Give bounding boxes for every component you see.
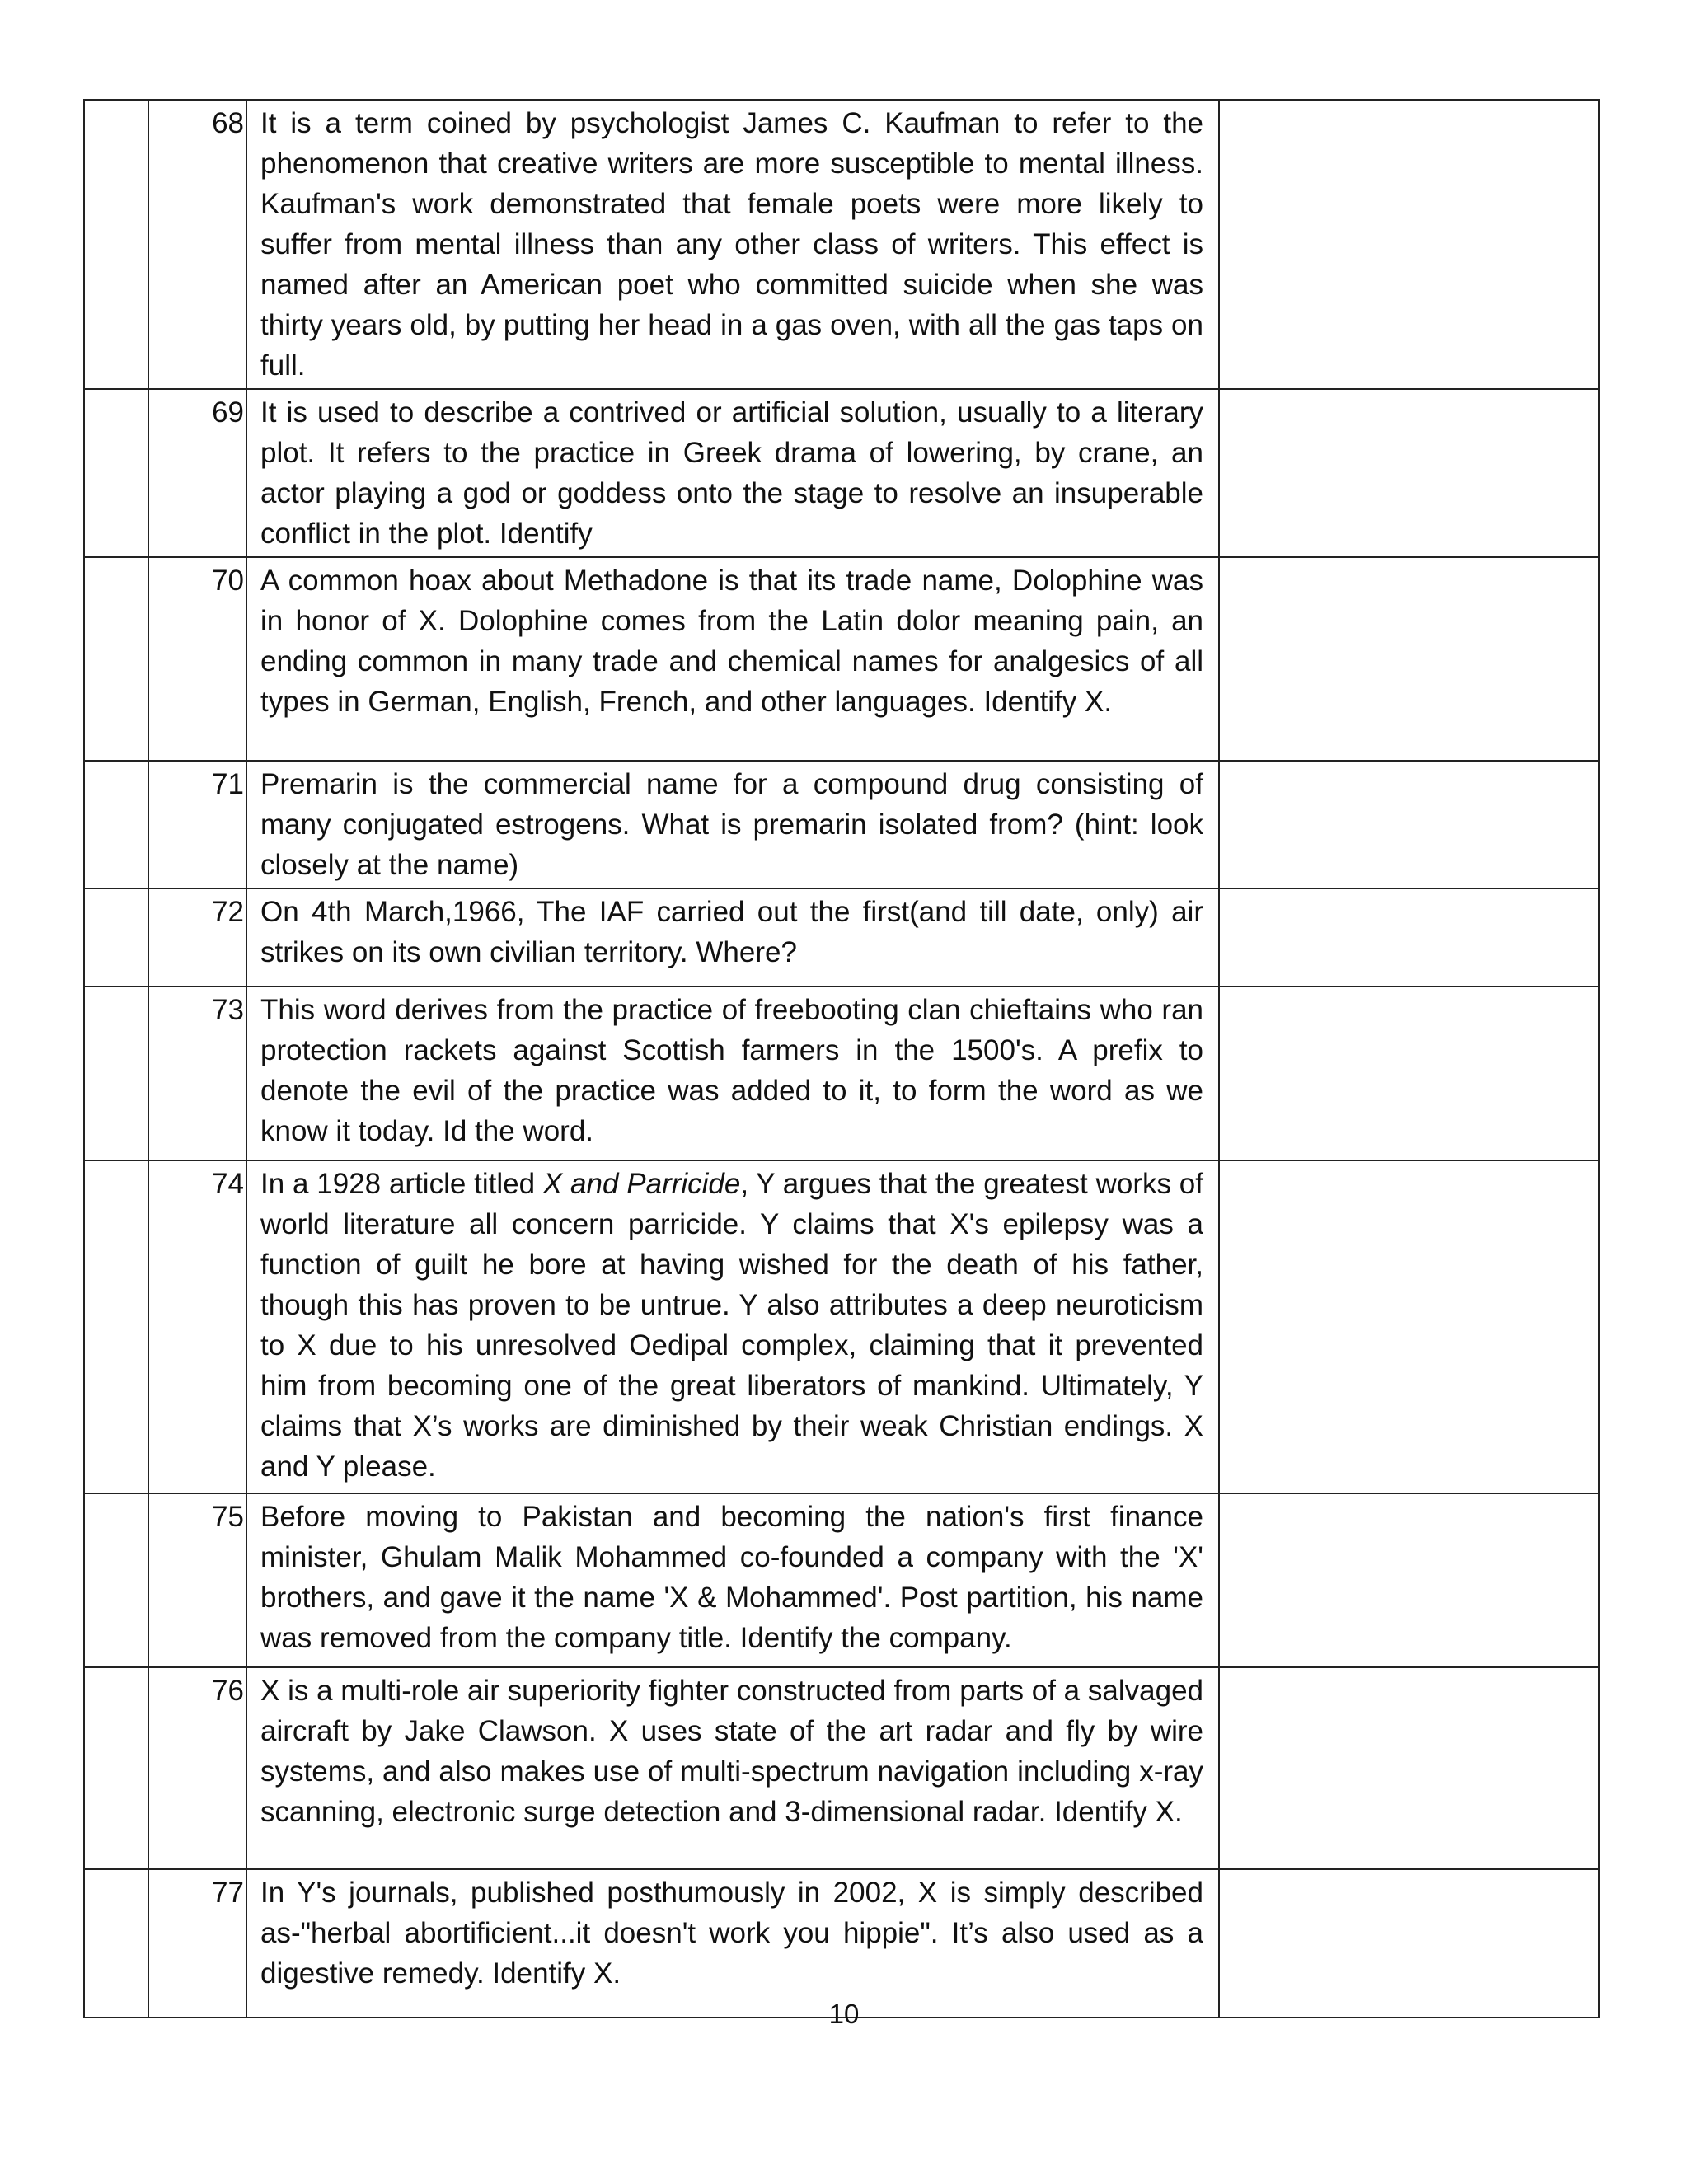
question-cell [246, 557, 1219, 761]
answer-cell[interactable] [1219, 1869, 1599, 2018]
blank-cell [84, 888, 148, 987]
question-cell [246, 1493, 1219, 1667]
question-number-cell [148, 761, 246, 888]
question-number-cell [148, 1869, 246, 2018]
question-row [84, 557, 1599, 761]
question-cell [246, 1160, 1219, 1493]
question-number-cell [148, 1667, 246, 1869]
article-title: X and Parricide [542, 1168, 741, 1200]
answer-cell[interactable] [1219, 761, 1599, 888]
question-row [84, 389, 1599, 557]
question-number: 71 [212, 768, 244, 800]
question-cell [246, 1869, 1219, 2018]
blank-cell [84, 761, 148, 888]
blank-cell [84, 987, 148, 1160]
question-number-cell [148, 888, 246, 987]
question-text: On 4th March,1966, The IAF carried out the first(and till date, only) air strikes on its own civilian territory. Where? [260, 896, 1203, 968]
question-number: 69 [212, 396, 244, 429]
question-number: 72 [212, 896, 244, 928]
question-text: A common hoax about Methadone is that its trade name, Dolophine was in honor of X. Dolophine comes from the Latin dolor meaning pain, an ending common in many trade and chemical names for analgesics of all types in German, English, French, and other languages. Identify X. [260, 565, 1203, 718]
question-number-cell [148, 987, 246, 1160]
question-text [247, 1161, 1218, 1489]
question-cell [246, 1667, 1219, 1869]
question-number-cell [148, 557, 246, 761]
blank-cell [84, 1667, 148, 1869]
answer-cell[interactable] [1219, 389, 1599, 557]
question-cell [246, 761, 1219, 888]
blank-cell [84, 557, 148, 761]
question-number-cell [148, 389, 246, 557]
question-cell [246, 389, 1219, 557]
page-number: 10 [828, 1999, 860, 2029]
question-text: In Y's journals, published posthumously in 2002, X is simply described as-"herbal abortificient...it doesn't work you hippie". It’s also used as a digestive remedy. Identify X. [260, 1877, 1203, 1990]
question-cell [246, 987, 1219, 1160]
question-number: 73 [212, 994, 244, 1026]
question-row [84, 1667, 1599, 1869]
question-text: Before moving to Pakistan and becoming the nation's first finance minister, Ghulam Malik Mohammed co-founded a company with the 'X' brothers, and gave it the name 'X & Mohammed'. Post partition, his name was removed from the company title. Identify the company. [260, 1501, 1203, 1654]
blank-cell [84, 1160, 148, 1493]
question-number-cell [148, 100, 246, 389]
question-number-cell [148, 1493, 246, 1667]
question-number: 74 [212, 1168, 244, 1200]
question-row [84, 987, 1599, 1160]
question-number: 75 [212, 1501, 244, 1533]
question-number: 77 [212, 1877, 244, 1909]
blank-cell [84, 1869, 148, 2018]
question-text-body: , Y argues that the greatest works of world literature all concern parricide. Y claims that X's epilepsy was a function of guilt he bore at having wished for the death of his father, though this has proven to be untrue. Y also attributes a deep neuroticism to X due to his unresolved Oedipal complex, claiming that it prevented him from becoming one of the great liberators of mankind. Ultimately, Y claims that X’s works are diminished by their weak Christian endings. X and Y please. [260, 1168, 1203, 1483]
question-text: It is a term coined by psychologist James C. Kaufman to refer to the phenomenon that creative writers are more susceptible to mental illness. Kaufman's work demonstrated that female poets were more likely to suffer from mental illness than any other class of writers. This effect is named after an American poet who committed suicide when she was thirty years old, by putting her head in a gas oven, with all the gas taps on full. [260, 107, 1203, 382]
question-row [84, 1493, 1599, 1667]
question-row [84, 1160, 1599, 1493]
question-cell [246, 888, 1219, 987]
question-text: It is used to describe a contrived or artificial solution, usually to a literary plot. It refers to the practice in Greek drama of lowering, by crane, an actor playing a god or goddess onto the stage to resolve an insuperable conflict in the plot. Identify [260, 396, 1203, 550]
question-row [84, 761, 1599, 888]
blank-cell [84, 389, 148, 557]
blank-cell [84, 1493, 148, 1667]
answer-cell[interactable] [1219, 888, 1599, 987]
question-text: This word derives from the practice of freebooting clan chieftains who ran protection rackets against Scottish farmers in the 1500's. A prefix to denote the evil of the practice was added to it, to form the word as we know it today. Id the word. [260, 994, 1203, 1147]
answer-cell[interactable] [1219, 1160, 1599, 1493]
answer-cell[interactable] [1219, 557, 1599, 761]
answer-cell[interactable] [1219, 100, 1599, 389]
question-text-intro: In a 1928 article titled [260, 1168, 543, 1200]
question-row [84, 100, 1599, 389]
question-row [84, 1869, 1599, 2018]
question-number: 68 [212, 107, 244, 139]
question-row [84, 888, 1599, 987]
question-text: Premarin is the commercial name for a compound drug consisting of many conjugated estrogens. What is premarin isolated from? (hint: look closely at the name) [260, 768, 1203, 881]
quiz-question-table [83, 99, 1600, 2018]
answer-cell[interactable] [1219, 1667, 1599, 1869]
answer-cell[interactable] [1219, 987, 1599, 1160]
question-number: 70 [212, 565, 244, 597]
question-text: X is a multi-role air superiority fighter constructed from parts of a salvaged aircraft by Jake Clawson. X uses state of the art radar and fly by wire systems, and also makes use of multi-spectrum navigation including x-ray scanning, electronic surge detection and 3-dimensional radar. Identify X. [260, 1675, 1203, 1828]
question-number-cell [148, 1160, 246, 1493]
question-number: 76 [212, 1675, 244, 1707]
question-cell [246, 100, 1219, 389]
answer-cell[interactable] [1219, 1493, 1599, 1667]
blank-cell [84, 100, 148, 389]
